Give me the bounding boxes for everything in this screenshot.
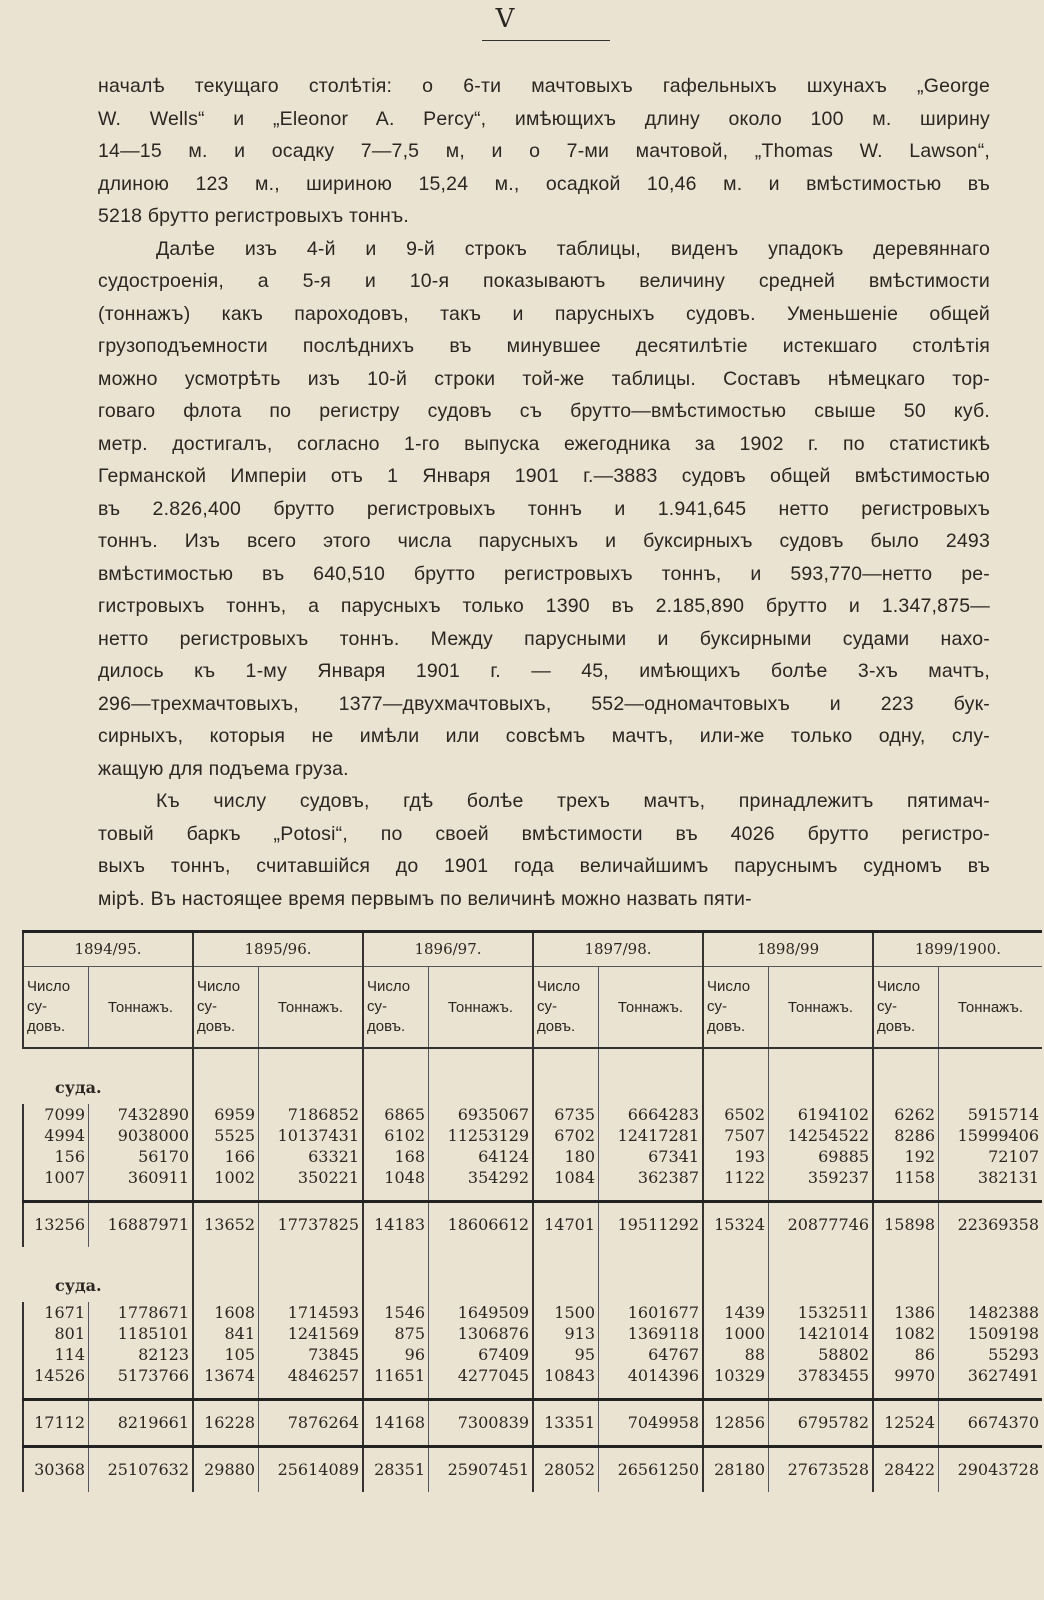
text-line: гистровыхъ тоннъ, а парусныхъ только 1390 въ 2.185,890 брутто и 1.347,875— bbox=[98, 595, 990, 617]
tonnage-cell: 4014396 bbox=[599, 1365, 704, 1386]
count-cell bbox=[363, 1386, 429, 1400]
count-cell: 1500 bbox=[533, 1302, 599, 1323]
count-header-line: Число bbox=[27, 978, 71, 995]
section-label: суда. bbox=[55, 1276, 102, 1295]
tonnage-cell: 1509198 bbox=[939, 1323, 1043, 1344]
count-cell: 1007 bbox=[23, 1167, 89, 1188]
tonnage-cell: 63321 bbox=[259, 1146, 364, 1167]
tonnage-cell bbox=[599, 1048, 704, 1104]
count-cell: 7099 bbox=[23, 1104, 89, 1125]
count-cell bbox=[363, 1247, 429, 1302]
count-cell bbox=[533, 1188, 599, 1202]
tonnage-cell: 22369358 bbox=[939, 1202, 1043, 1248]
count-header-line: довъ. bbox=[707, 1018, 746, 1035]
count-cell: 192 bbox=[873, 1146, 939, 1167]
text-line: судостроенія, а 5-я и 10-я показываютъ величину средней вмѣстимости bbox=[98, 270, 990, 292]
tonnage-cell: 26561250 bbox=[599, 1447, 704, 1493]
count-cell: 875 bbox=[363, 1323, 429, 1344]
tonnage-cell: 8219661 bbox=[89, 1400, 194, 1447]
count-header-line: довъ. bbox=[197, 1018, 236, 1035]
tonnage-cell: 382131 bbox=[939, 1167, 1043, 1188]
tonnage-cell bbox=[429, 1386, 534, 1400]
tonnage-cell: 1714593 bbox=[259, 1302, 364, 1323]
count-header bbox=[363, 967, 429, 1049]
tonnage-cell: 9038000 bbox=[89, 1125, 194, 1146]
tonnage-cell: 354292 bbox=[429, 1167, 534, 1188]
count-cell bbox=[873, 1247, 939, 1302]
tonnage-cell: 7876264 bbox=[259, 1400, 364, 1447]
count-cell: 1158 bbox=[873, 1167, 939, 1188]
count-cell: 168 bbox=[363, 1146, 429, 1167]
count-cell: 13652 bbox=[193, 1202, 259, 1248]
table-row bbox=[23, 1344, 1042, 1365]
count-cell: 114 bbox=[23, 1344, 89, 1365]
tonnage-cell: 18606612 bbox=[429, 1202, 534, 1248]
count-cell: 28052 bbox=[533, 1447, 599, 1493]
count-cell: 105 bbox=[193, 1344, 259, 1365]
tonnage-cell: 64124 bbox=[429, 1146, 534, 1167]
count-cell: 13351 bbox=[533, 1400, 599, 1447]
tonnage-cell: 56170 bbox=[89, 1146, 194, 1167]
year-header: 1898/99 bbox=[703, 932, 873, 967]
count-cell bbox=[873, 1048, 939, 1104]
tonnage-cell: 1185101 bbox=[89, 1323, 194, 1344]
tonnage-cell: 6664283 bbox=[599, 1104, 704, 1125]
tonnage-cell: 14254522 bbox=[769, 1125, 874, 1146]
count-header-line: Число bbox=[537, 978, 581, 995]
tonnage-cell bbox=[939, 1247, 1043, 1302]
text-line: (тоннажъ) какъ пароходовъ, такъ и парусныхъ судовъ. Уменьшеніе общей bbox=[98, 302, 990, 325]
text-line: W. Wells“ и „Eleonor A. Percy“, имѣющихъ длину около 100 м. ширину bbox=[98, 107, 990, 130]
count-cell bbox=[703, 1247, 769, 1302]
count-cell: 193 bbox=[703, 1146, 769, 1167]
tonnage-cell: 359237 bbox=[769, 1167, 874, 1188]
count-cell: 7507 bbox=[703, 1125, 769, 1146]
count-cell: 1082 bbox=[873, 1323, 939, 1344]
fleet-statistics-table bbox=[22, 930, 1042, 1492]
tonnage-cell: 360911 bbox=[89, 1167, 194, 1188]
tonnage-header: Тоннажъ. bbox=[89, 967, 194, 1049]
text-line: Къ числу судовъ, гдѣ болѣе трехъ мачтъ, принадлежитъ пятимач- bbox=[156, 790, 990, 812]
count-cell: 12856 bbox=[703, 1400, 769, 1447]
text-line: тоннъ. Изъ всего этого числа парусныхъ и буксирныхъ судовъ было 2493 bbox=[98, 530, 990, 552]
count-cell: 801 bbox=[23, 1323, 89, 1344]
count-cell: 1084 bbox=[533, 1167, 599, 1188]
count-header bbox=[873, 967, 939, 1049]
tonnage-header: Тоннажъ. bbox=[939, 967, 1043, 1049]
tonnage-cell: 5173766 bbox=[89, 1365, 194, 1386]
text-line: 14—15 м. и осадку 7—7,5 м, и о 7-ми мачтовой, „Thomas W. Lawson“, bbox=[98, 140, 990, 162]
count-cell: 95 bbox=[533, 1344, 599, 1365]
tonnage-header: Тоннажъ. bbox=[769, 967, 874, 1049]
count-cell: 8286 bbox=[873, 1125, 939, 1146]
table-row bbox=[23, 1125, 1042, 1146]
count-cell: 9970 bbox=[873, 1365, 939, 1386]
text-line: дилось къ 1-му Января 1901 г. — 45, имѣющихъ болѣе 3-хъ мачтъ, bbox=[98, 660, 990, 682]
year-header: 1895/96. bbox=[193, 932, 363, 967]
tonnage-cell: 7049958 bbox=[599, 1400, 704, 1447]
page-number: V bbox=[495, 4, 515, 34]
tonnage-cell: 3627491 bbox=[939, 1365, 1043, 1386]
count-cell: 17112 bbox=[23, 1400, 89, 1447]
count-header-line: су- bbox=[707, 998, 727, 1015]
text-line: нетто регистровыхъ тоннъ. Между парусными и буксирными судами нахо- bbox=[98, 627, 990, 650]
count-cell bbox=[193, 1048, 259, 1104]
tonnage-cell bbox=[599, 1247, 704, 1302]
count-cell: 96 bbox=[363, 1344, 429, 1365]
count-cell bbox=[533, 1048, 599, 1104]
tonnage-cell: 17737825 bbox=[259, 1202, 364, 1248]
tonnage-cell: 6795782 bbox=[769, 1400, 874, 1447]
year-header-row bbox=[23, 932, 1042, 967]
subheader-row bbox=[23, 967, 1042, 1049]
count-cell: 6502 bbox=[703, 1104, 769, 1125]
count-cell: 4994 bbox=[23, 1125, 89, 1146]
body-text bbox=[98, 70, 990, 915]
count-cell: 15324 bbox=[703, 1202, 769, 1248]
tonnage-cell bbox=[259, 1247, 364, 1302]
count-cell: 5525 bbox=[193, 1125, 259, 1146]
tonnage-cell bbox=[259, 1048, 364, 1104]
count-cell bbox=[363, 1048, 429, 1104]
count-cell: 11651 bbox=[363, 1365, 429, 1386]
count-cell bbox=[193, 1188, 259, 1202]
count-cell: 1122 bbox=[703, 1167, 769, 1188]
tonnage-header: Тоннажъ. bbox=[259, 967, 364, 1049]
count-cell: 10843 bbox=[533, 1365, 599, 1386]
text-line: въ 2.826,400 брутто регистровыхъ тоннъ и 1.941,645 нетто регистровыхъ bbox=[98, 497, 990, 520]
tonnage-cell bbox=[429, 1048, 534, 1104]
count-cell: 1048 bbox=[363, 1167, 429, 1188]
tonnage-cell bbox=[939, 1048, 1043, 1104]
section-total-row bbox=[23, 1202, 1042, 1248]
tonnage-cell: 16887971 bbox=[89, 1202, 194, 1248]
count-cell: 12524 bbox=[873, 1400, 939, 1447]
count-cell: 1000 bbox=[703, 1323, 769, 1344]
count-cell bbox=[703, 1048, 769, 1104]
tonnage-cell bbox=[769, 1247, 874, 1302]
count-header-line: Число bbox=[197, 978, 241, 995]
count-cell bbox=[703, 1386, 769, 1400]
count-cell: 14701 bbox=[533, 1202, 599, 1248]
count-header-line: су- bbox=[197, 998, 217, 1015]
count-header bbox=[193, 967, 259, 1049]
count-header bbox=[703, 967, 769, 1049]
tonnage-cell: 55293 bbox=[939, 1344, 1043, 1365]
tonnage-cell: 67341 bbox=[599, 1146, 704, 1167]
count-cell: 30368 bbox=[23, 1447, 89, 1493]
count-cell: 13674 bbox=[193, 1365, 259, 1386]
text-line: вмѣстимостью въ 640,510 брутто регистровыхъ тоннъ, и 593,770—нетто ре- bbox=[98, 562, 990, 585]
text-line: 296—трехмачтовыхъ, 1377—двухмачтовыхъ, 552—одномачтовыхъ и 223 бук- bbox=[98, 692, 990, 715]
text-line: товый баркъ „Potosi“, по своей вмѣстимости въ 4026 брутто регистро- bbox=[98, 822, 990, 845]
count-cell: 156 bbox=[23, 1146, 89, 1167]
count-cell: 6702 bbox=[533, 1125, 599, 1146]
count-cell: 16228 bbox=[193, 1400, 259, 1447]
count-cell: 180 bbox=[533, 1146, 599, 1167]
count-cell: 14183 bbox=[363, 1202, 429, 1248]
tonnage-cell: 27673528 bbox=[769, 1447, 874, 1493]
text-line: сирныхъ, которыя не имѣли или совсѣмъ мачтъ, или-же только одну, слу- bbox=[98, 725, 990, 747]
tonnage-cell bbox=[429, 1247, 534, 1302]
tonnage-cell bbox=[259, 1188, 364, 1202]
tonnage-cell: 7432890 bbox=[89, 1104, 194, 1125]
tonnage-cell: 4277045 bbox=[429, 1365, 534, 1386]
page-number-rule bbox=[482, 40, 610, 41]
tonnage-cell: 1241569 bbox=[259, 1323, 364, 1344]
text-line: выхъ тоннъ, считавшійся до 1901 года величайшимъ паруснымъ судномъ въ bbox=[98, 855, 990, 877]
count-header-line: су- bbox=[537, 998, 557, 1015]
count-cell bbox=[363, 1188, 429, 1202]
year-header: 1899/1900. bbox=[873, 932, 1042, 967]
tonnage-header: Тоннажъ. bbox=[429, 967, 534, 1049]
tonnage-cell bbox=[89, 1188, 194, 1202]
tonnage-cell: 5915714 bbox=[939, 1104, 1043, 1125]
tonnage-cell: 11253129 bbox=[429, 1125, 534, 1146]
count-cell: 6735 bbox=[533, 1104, 599, 1125]
year-header: 1896/97. bbox=[363, 932, 533, 967]
count-header-line: Число bbox=[367, 978, 411, 995]
tonnage-cell: 3783455 bbox=[769, 1365, 874, 1386]
count-cell: 1608 bbox=[193, 1302, 259, 1323]
tonnage-cell bbox=[599, 1188, 704, 1202]
count-cell bbox=[193, 1386, 259, 1400]
count-cell bbox=[23, 1386, 89, 1400]
count-cell: 28422 bbox=[873, 1447, 939, 1493]
table-row bbox=[23, 1146, 1042, 1167]
tonnage-cell: 6674370 bbox=[939, 1400, 1043, 1447]
tonnage-cell: 58802 bbox=[769, 1344, 874, 1365]
tonnage-cell: 12417281 bbox=[599, 1125, 704, 1146]
text-line: жащую для подъема груза. bbox=[98, 757, 349, 780]
text-line: началѣ текущаго столѣтія: о 6-ти мачтовыхъ гафельныхъ шхунахъ „George bbox=[98, 75, 990, 97]
count-cell: 28180 bbox=[703, 1447, 769, 1493]
count-header-line: Число bbox=[877, 978, 921, 995]
count-header-line: су- bbox=[877, 998, 897, 1015]
text-line: Германской Имперіи отъ 1 Января 1901 г.—3883 судовъ общей вмѣстимостью bbox=[98, 465, 990, 487]
year-header: 1897/98. bbox=[533, 932, 703, 967]
count-cell bbox=[873, 1188, 939, 1202]
tonnage-cell bbox=[939, 1386, 1043, 1400]
count-cell bbox=[533, 1247, 599, 1302]
tonnage-cell: 7186852 bbox=[259, 1104, 364, 1125]
count-cell: 86 bbox=[873, 1344, 939, 1365]
tonnage-cell: 362387 bbox=[599, 1167, 704, 1188]
text-line: метр. достигалъ, согласно 1-го выпуска ежегодника за 1902 г. по статистикѣ bbox=[98, 432, 990, 455]
tonnage-cell: 1369118 bbox=[599, 1323, 704, 1344]
section-total-row bbox=[23, 1400, 1042, 1447]
count-cell: 841 bbox=[193, 1323, 259, 1344]
count-cell: 14168 bbox=[363, 1400, 429, 1447]
tonnage-cell: 1532511 bbox=[769, 1302, 874, 1323]
count-header-line: су- bbox=[27, 998, 47, 1015]
tonnage-cell: 67409 bbox=[429, 1344, 534, 1365]
count-header-line: Число bbox=[707, 978, 751, 995]
text-line: длиною 123 м., шириною 15,24 м., осадкой 10,46 м. и вмѣстимостью въ bbox=[98, 172, 990, 195]
count-cell: 14526 bbox=[23, 1365, 89, 1386]
tonnage-cell: 15999406 bbox=[939, 1125, 1043, 1146]
tonnage-cell: 350221 bbox=[259, 1167, 364, 1188]
tonnage-cell: 25614089 bbox=[259, 1447, 364, 1493]
text-line: грузоподъемности послѣднихъ въ минувшее десятилѣтіе истекшаго столѣтія bbox=[98, 335, 990, 357]
count-cell: 166 bbox=[193, 1146, 259, 1167]
table-row bbox=[23, 1365, 1042, 1386]
tonnage-cell bbox=[769, 1188, 874, 1202]
tonnage-cell bbox=[769, 1048, 874, 1104]
count-cell: 1439 bbox=[703, 1302, 769, 1323]
count-cell bbox=[193, 1247, 259, 1302]
tonnage-cell: 7300839 bbox=[429, 1400, 534, 1447]
count-header-line: довъ. bbox=[877, 1018, 916, 1035]
tonnage-cell: 1482388 bbox=[939, 1302, 1043, 1323]
tonnage-cell: 25907451 bbox=[429, 1447, 534, 1493]
count-cell: 6865 bbox=[363, 1104, 429, 1125]
tonnage-cell bbox=[429, 1188, 534, 1202]
tonnage-cell: 73845 bbox=[259, 1344, 364, 1365]
tonnage-cell bbox=[599, 1386, 704, 1400]
tonnage-cell: 10137431 bbox=[259, 1125, 364, 1146]
tonnage-cell bbox=[259, 1386, 364, 1400]
tonnage-cell bbox=[939, 1188, 1043, 1202]
tonnage-cell: 20877746 bbox=[769, 1202, 874, 1248]
count-header-line: су- bbox=[367, 998, 387, 1015]
count-cell bbox=[873, 1386, 939, 1400]
count-cell: 913 bbox=[533, 1323, 599, 1344]
count-cell: 6102 bbox=[363, 1125, 429, 1146]
count-cell: 1671 bbox=[23, 1302, 89, 1323]
table-row bbox=[23, 1323, 1042, 1344]
text-line: говаго флота по регистру судовъ съ брутто—вмѣстимостью свыше 50 куб. bbox=[98, 400, 990, 422]
count-cell: 6262 bbox=[873, 1104, 939, 1125]
tonnage-cell bbox=[769, 1386, 874, 1400]
tonnage-cell: 6935067 bbox=[429, 1104, 534, 1125]
text-line: можно усмотрѣть изъ 10-й строки той-же таблицы. Составъ нѣмецкаго тор- bbox=[98, 367, 990, 390]
count-cell: 13256 bbox=[23, 1202, 89, 1248]
count-cell bbox=[533, 1386, 599, 1400]
count-cell: 6959 bbox=[193, 1104, 259, 1125]
tonnage-cell: 4846257 bbox=[259, 1365, 364, 1386]
count-header-line: довъ. bbox=[537, 1018, 576, 1035]
tonnage-cell: 69885 bbox=[769, 1146, 874, 1167]
tonnage-cell: 82123 bbox=[89, 1344, 194, 1365]
count-cell: 88 bbox=[703, 1344, 769, 1365]
tonnage-cell: 19511292 bbox=[599, 1202, 704, 1248]
count-header-line: довъ. bbox=[367, 1018, 406, 1035]
text-line: Далѣе изъ 4-й и 9-й строкъ таблицы, виденъ упадокъ деревяннаго bbox=[156, 237, 990, 260]
count-cell: 15898 bbox=[873, 1202, 939, 1248]
count-cell: 1002 bbox=[193, 1167, 259, 1188]
tonnage-cell: 1421014 bbox=[769, 1323, 874, 1344]
table-row bbox=[23, 1104, 1042, 1125]
count-cell: 29880 bbox=[193, 1447, 259, 1493]
tonnage-cell: 29043728 bbox=[939, 1447, 1043, 1493]
text-line: 5218 брутто регистровыхъ тоннъ. bbox=[98, 205, 409, 227]
tonnage-cell: 64767 bbox=[599, 1344, 704, 1365]
tonnage-cell: 1601677 bbox=[599, 1302, 704, 1323]
count-cell: 1546 bbox=[363, 1302, 429, 1323]
year-header: 1894/95. bbox=[23, 932, 193, 967]
count-cell: 1386 bbox=[873, 1302, 939, 1323]
count-cell bbox=[703, 1188, 769, 1202]
section-label: суда. bbox=[55, 1078, 102, 1097]
tonnage-cell: 1306876 bbox=[429, 1323, 534, 1344]
count-header bbox=[533, 967, 599, 1049]
count-header bbox=[23, 967, 89, 1049]
count-cell: 10329 bbox=[703, 1365, 769, 1386]
table-row bbox=[23, 1302, 1042, 1323]
table-row bbox=[23, 1167, 1042, 1188]
tonnage-cell: 25107632 bbox=[89, 1447, 194, 1493]
count-cell bbox=[23, 1188, 89, 1202]
tonnage-cell: 6194102 bbox=[769, 1104, 874, 1125]
tonnage-cell bbox=[89, 1386, 194, 1400]
text-line: мірѣ. Въ настоящее время первымъ по величинѣ можно назвать пяти- bbox=[98, 887, 752, 910]
grand-total-row bbox=[23, 1447, 1042, 1493]
tonnage-cell: 1649509 bbox=[429, 1302, 534, 1323]
tonnage-cell: 72107 bbox=[939, 1146, 1043, 1167]
tonnage-header: Тоннажъ. bbox=[599, 967, 704, 1049]
count-header-line: довъ. bbox=[27, 1018, 66, 1035]
count-cell: 28351 bbox=[363, 1447, 429, 1493]
tonnage-cell: 1778671 bbox=[89, 1302, 194, 1323]
